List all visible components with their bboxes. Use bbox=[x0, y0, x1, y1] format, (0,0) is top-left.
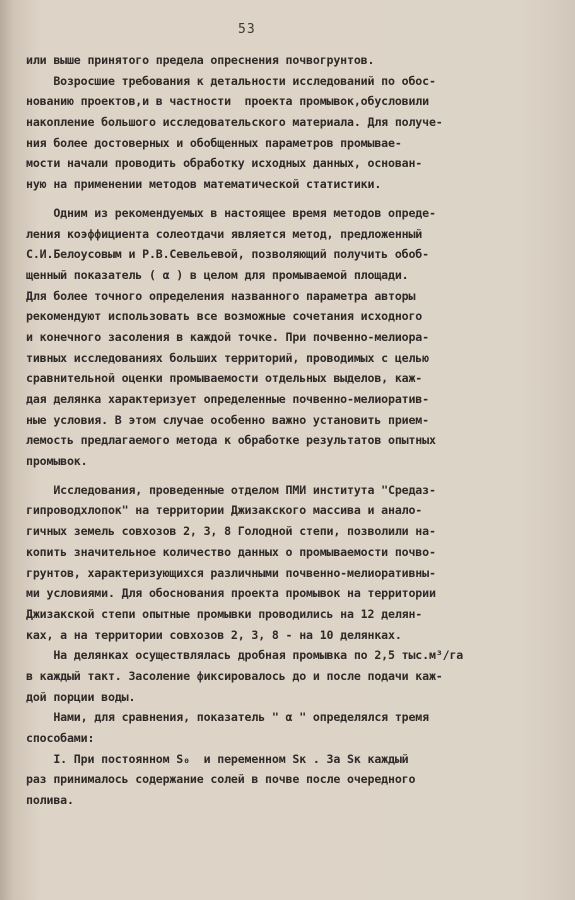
text-line: дая делянка характеризует определенные почвенно-мелиоратив- bbox=[26, 392, 429, 406]
text-line: сравнительной оценки промываемости отдельных выделов, каж- bbox=[26, 371, 423, 386]
text-line: ми условиями. Для обоснования проекта промывок на территории bbox=[26, 586, 436, 601]
text-line: Одним из рекомендуемых в настоящее время методов опреде- bbox=[26, 205, 436, 220]
text-line: Возросшие требования к детальности исследований по обос- bbox=[26, 73, 436, 88]
text-line: в каждый такт. Засоление фиксировалось до и после подачи каж- bbox=[26, 668, 443, 683]
text-line: Джизакской степи опытные промывки проводились на 12 делян- bbox=[26, 606, 423, 621]
text-line: ления коэффициента солеотдачи является метод, предложенный bbox=[26, 226, 423, 241]
text-line: способами: bbox=[26, 731, 95, 745]
text-line: ные условия. В этом случае особенно важно установить прием- bbox=[26, 412, 429, 427]
text-line: На делянках осуществлялась дробная промывка по 2,5 тыс.м³/га bbox=[26, 648, 464, 663]
paragraph-gap bbox=[26, 195, 556, 203]
page-number: 53 bbox=[238, 22, 256, 37]
text-line: тивных исследованиях больших территорий, проводимых с целью bbox=[26, 350, 429, 365]
text-line: накопление большого исследовательского материала. Для получе- bbox=[26, 115, 443, 130]
text-line: I. При постоянном S₀ и переменном Sк . За Sк каждый bbox=[26, 751, 409, 766]
text-line: щенный показатель ( α ) в целом для промываемой площади. bbox=[26, 267, 409, 282]
text-line: ную на применении методов математической статистики. bbox=[26, 177, 382, 192]
text-line: нованию проектов,и в частности проекта промывок,обусловили bbox=[26, 94, 429, 109]
text-line: Для более точного определения названного параметра авторы bbox=[26, 288, 416, 303]
text-line: рекомендуют использовать все возможные сочетания исходного bbox=[26, 309, 423, 324]
text-line: Исследования, проведенные отделом ПМИ института "Средаз- bbox=[26, 482, 436, 497]
text-line: ния более достоверных и обобщенных параметров промывае- bbox=[26, 135, 402, 150]
text-line: мости начали проводить обработку исходных данных, основан- bbox=[26, 156, 423, 171]
text-line: лемость предлагаемого метода к обработке результатов опытных bbox=[26, 433, 436, 448]
text-line: раз принималось содержание солей в почве после очередного bbox=[26, 772, 416, 787]
text-line: С.И.Белоусовым и Р.В.Севельевой, позволяющий получить обоб- bbox=[26, 247, 429, 262]
text-line: грунтов, характеризующихся различными почвенно-мелиоративны- bbox=[26, 565, 436, 580]
text-line: полива. bbox=[26, 793, 74, 808]
text-line: дой порции воды. bbox=[26, 689, 136, 704]
text-line: гипроводхлопок" на территории Джизакского массива и анало- bbox=[26, 503, 423, 518]
body-text bbox=[26, 50, 556, 811]
text-line: копить значительное количество данных о промываемости почво- bbox=[26, 544, 436, 559]
text-line: или выше принятого предела опреснения почвогрунтов. bbox=[26, 53, 375, 67]
text-line: ках, а на территории совхозов 2, 3, 8 - на 10 делянках. bbox=[26, 627, 402, 642]
text-line: Нами, для сравнения, показатель " α " определялся тремя bbox=[26, 710, 429, 725]
text-line: промывок. bbox=[26, 454, 88, 469]
text-line: и конечного засоления в каждой точке. При почвенно-мелиора- bbox=[26, 329, 429, 344]
text-line: гичных земель совхозов 2, 3, 8 Голодной степи, позволили на- bbox=[26, 524, 436, 539]
paragraph-gap bbox=[26, 472, 556, 480]
